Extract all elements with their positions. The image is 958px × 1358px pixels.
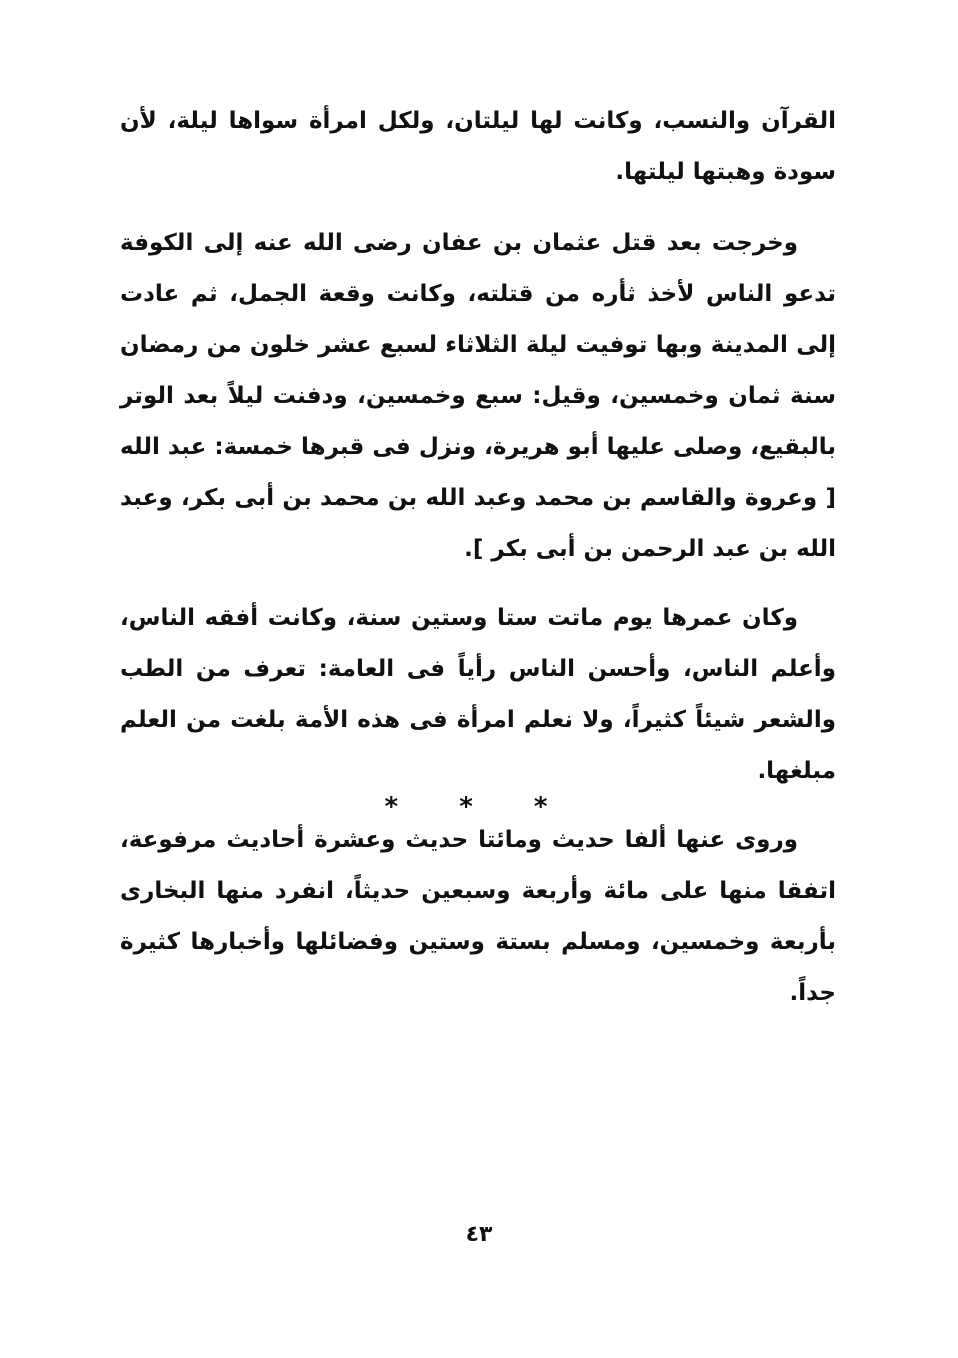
page-body <box>120 96 836 1019</box>
paragraph-3: وكان عمرها يوم ماتت ستا وستين سنة، وكانت أفقه الناس، وأعلم الناس، وأحسن الناس رأياً فى العامة: تعرف من الطب والشعر شيئاً كثيراً، ولا نعلم امرأة فى هذه الأمة بلغت من العلم مبلغها. <box>120 605 836 784</box>
section-separator: * * * <box>384 792 574 822</box>
page-number: ٤٣ <box>465 1222 493 1247</box>
paragraph-4: وروى عنها ألفا حديث ومائتا حديث وعشرة أحاديث مرفوعة، اتفقا منها على مائة وأربعة وسبعين حديثاً، انفرد منها البخارى بأربعة وخمسين، ومسلم بستة وستين وفضائلها وأخبارها كثيرة جداً. <box>120 827 836 1006</box>
paragraph-1: القرآن والنسب، وكانت لها ليلتان، ولكل امرأة سواها ليلة، لأن سودة وهبتها ليلتها. <box>120 108 836 185</box>
paragraph-2: وخرجت بعد قتل عثمان بن عفان رضى الله عنه إلى الكوفة تدعو الناس لأخذ ثأره من قتلته، وكانت وقعة الجمل، ثم عادت إلى المدينة وبها توفيت ليلة الثلاثاء لسبع عشر خلون من رمضان سنة ثمان وخمسين، وقيل: سبع وخمسين، ودفنت ليلاً بعد الوتر بالبقيع، وصلى عليها أبو هريرة، ونزل فى قبرها خمسة: عبد الله [ وعروة والقاسم بن محمد وعبد الله بن محمد بن أبى بكر، وعبد الله بن عبد الرحمن بن أبى بكر ]. <box>120 230 836 562</box>
